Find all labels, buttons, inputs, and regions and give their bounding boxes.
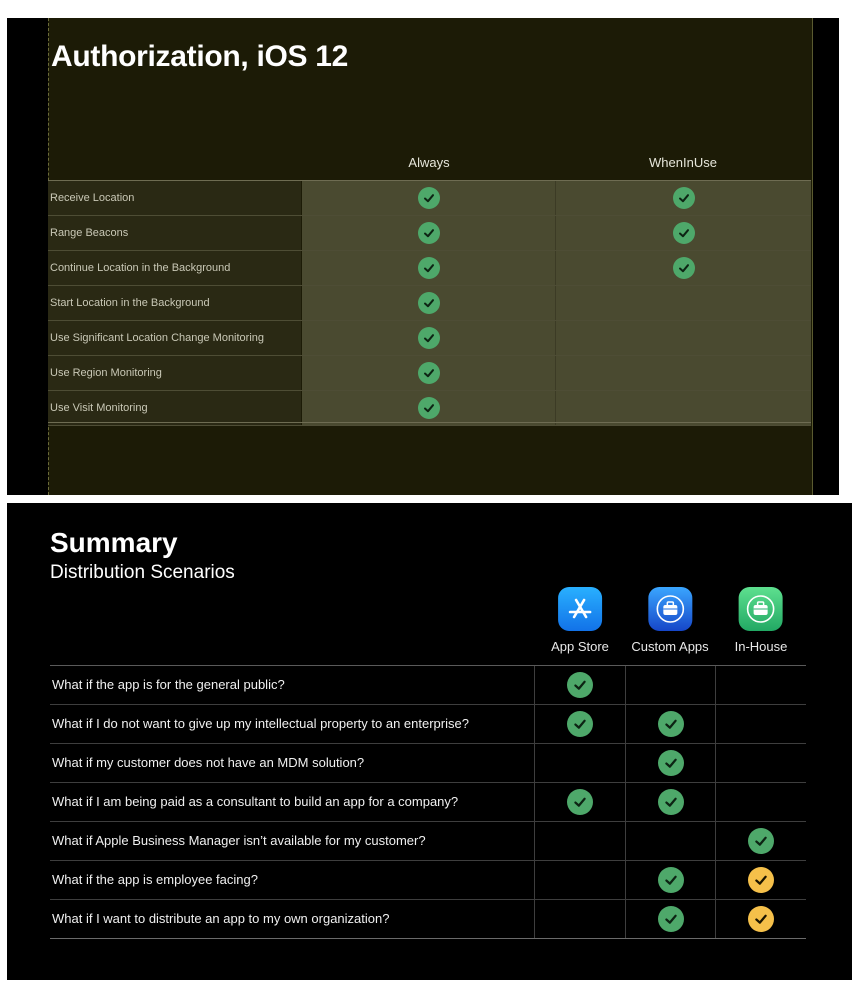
cell-always xyxy=(302,286,556,320)
checkmark-icon xyxy=(673,257,695,279)
cell-in-house xyxy=(716,861,806,899)
checkmark-icon xyxy=(748,867,774,893)
cell-in-house xyxy=(716,822,806,860)
slide-title: Authorization, iOS 12 xyxy=(51,40,349,73)
table-row xyxy=(48,251,811,286)
cell-app-store xyxy=(535,783,626,821)
table-row xyxy=(48,216,811,251)
cell-always xyxy=(302,181,556,215)
cell-in-house xyxy=(716,705,806,743)
cell-always xyxy=(302,251,556,285)
table-row xyxy=(48,286,811,321)
column-label: In-House xyxy=(734,639,788,654)
checkmark-icon xyxy=(567,711,593,737)
checkmark-icon xyxy=(658,906,684,932)
cell-custom-apps xyxy=(626,861,716,899)
row-label: Continue Location in the Background xyxy=(48,251,302,285)
cell-in-house xyxy=(716,666,806,704)
cell-always xyxy=(302,321,556,355)
cell-always xyxy=(302,391,556,425)
cell-app-store xyxy=(535,900,626,938)
checkmark-icon xyxy=(748,828,774,854)
checkmark-icon xyxy=(418,187,440,209)
checkmark-icon xyxy=(658,789,684,815)
checkmark-icon xyxy=(418,257,440,279)
table-row xyxy=(48,391,811,426)
column-header-app-store xyxy=(551,587,609,654)
row-label: Use Region Monitoring xyxy=(48,356,302,390)
slide-subtitle: Distribution Scenarios xyxy=(50,562,235,583)
cell-wheninuse xyxy=(556,321,811,355)
table-row xyxy=(48,321,811,356)
cell-custom-apps xyxy=(626,705,716,743)
cell-custom-apps xyxy=(626,666,716,704)
in-house-briefcase-icon xyxy=(739,587,783,631)
row-label: Use Visit Monitoring xyxy=(48,391,302,425)
checkmark-icon xyxy=(567,672,593,698)
cell-always xyxy=(302,216,556,250)
cell-in-house xyxy=(716,900,806,938)
cell-wheninuse xyxy=(556,286,811,320)
cell-wheninuse xyxy=(556,181,811,215)
app-store-icon xyxy=(558,587,602,631)
cell-wheninuse xyxy=(556,391,811,425)
table-row xyxy=(50,744,806,783)
summary-slide xyxy=(7,503,852,980)
cell-app-store xyxy=(535,744,626,782)
checkmark-icon xyxy=(658,750,684,776)
table-row xyxy=(48,356,811,391)
question-text: What if I want to distribute an app to my own organization? xyxy=(50,900,535,938)
authorization-slide xyxy=(7,18,839,495)
authorization-table xyxy=(48,181,811,426)
cell-app-store xyxy=(535,705,626,743)
table-row xyxy=(50,861,806,900)
question-text: What if Apple Business Manager isn’t available for my customer? xyxy=(50,822,535,860)
column-header-in-house xyxy=(735,587,788,654)
cell-wheninuse xyxy=(556,216,811,250)
cell-wheninuse xyxy=(556,251,811,285)
table-row xyxy=(50,783,806,822)
column-label: Custom Apps xyxy=(631,639,709,654)
checkmark-icon xyxy=(418,397,440,419)
column-header-custom-apps xyxy=(631,587,708,654)
row-label: Receive Location xyxy=(48,181,302,215)
cell-app-store xyxy=(535,666,626,704)
column-label: App Store xyxy=(551,639,609,654)
custom-apps-briefcase-icon xyxy=(648,587,692,631)
cell-wheninuse xyxy=(556,356,811,390)
checkmark-icon xyxy=(748,906,774,932)
table-row xyxy=(50,705,806,744)
row-label: Use Significant Location Change Monitoring xyxy=(48,321,302,355)
table-row xyxy=(50,822,806,861)
row-label: Range Beacons xyxy=(48,216,302,250)
cell-custom-apps xyxy=(626,900,716,938)
question-text: What if I am being paid as a consultant to build an app for a company? xyxy=(50,783,535,821)
table-row xyxy=(50,666,806,705)
checkmark-icon xyxy=(673,187,695,209)
cell-always xyxy=(302,356,556,390)
cell-in-house xyxy=(716,744,806,782)
table-bottom-divider xyxy=(48,422,811,423)
checkmark-icon xyxy=(658,711,684,737)
table-row xyxy=(50,900,806,939)
question-text: What if the app is employee facing? xyxy=(50,861,535,899)
cell-in-house xyxy=(716,783,806,821)
distribution-table xyxy=(50,665,806,939)
question-text: What if my customer does not have an MDM solution? xyxy=(50,744,535,782)
cell-app-store xyxy=(535,861,626,899)
question-text: What if the app is for the general public? xyxy=(50,666,535,704)
checkmark-icon xyxy=(418,362,440,384)
cell-custom-apps xyxy=(626,822,716,860)
question-text: What if I do not want to give up my intellectual property to an enterprise? xyxy=(50,705,535,743)
cell-app-store xyxy=(535,822,626,860)
column-header-always: Always xyxy=(408,155,450,170)
column-header-wheninuse: WhenInUse xyxy=(649,155,717,170)
cell-custom-apps xyxy=(626,783,716,821)
checkmark-icon xyxy=(658,867,684,893)
checkmark-icon xyxy=(673,222,695,244)
row-label: Start Location in the Background xyxy=(48,286,302,320)
slide-title: Summary xyxy=(50,527,178,558)
checkmark-icon xyxy=(567,789,593,815)
cell-custom-apps xyxy=(626,744,716,782)
checkmark-icon xyxy=(418,222,440,244)
checkmark-icon xyxy=(418,327,440,349)
table-row xyxy=(48,181,811,216)
checkmark-icon xyxy=(418,292,440,314)
